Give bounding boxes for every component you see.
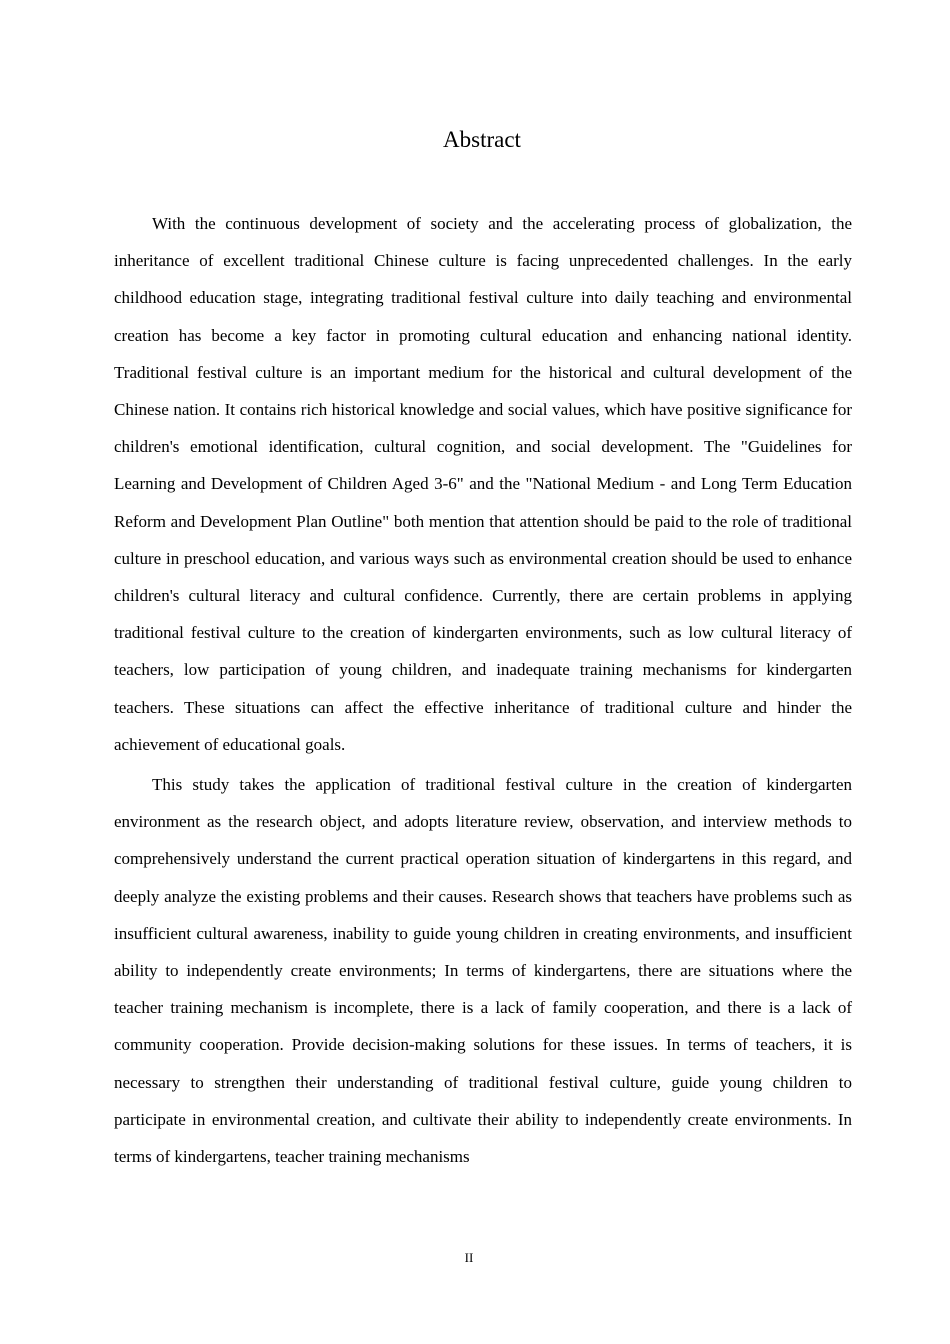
abstract-paragraph-1: With the continuous development of society and the accelerating process of globalization, the inheritance of excellent traditional Chinese culture is facing unprecedented challenges. In the early childhood education stage, integrating traditional festival culture into daily teaching and environmental creation has become a key factor in promoting cultural education and enhancing national identity. Traditional festival culture is an important medium for the historical and cultural development of the Chinese nation. It contains rich historical knowledge and social values, which have positive significance for children's emotional identification, cultural cognition, and social development. The "Guidelines for Learning and Development of Children Aged 3-6" and the "National Medium - and Long Term Education Reform and Development Plan Outline" both mention that attention should be paid to the role of traditional culture in preschool education, and various ways such as environmental creation should be used to enhance children's cultural literacy and cultural confidence. Currently, there are certain problems in applying traditional festival culture to the creation of kindergarten environments, such as low cultural literacy of teachers, low participation of young children, and inadequate training mechanisms for kindergarten teachers. These situations can affect the effective inheritance of traditional culture and hinder the achievement of educational goals. [114,214,852,754]
abstract-paragraph-2: This study takes the application of traditional festival culture in the creation of kindergarten environment as the research object, and adopts literature review, observation, and interview methods to comprehensively understand the current practical operation situation of kindergartens in this regard, and deeply analyze the existing problems and their causes. Research shows that teachers have problems such as insufficient cultural awareness, inability to guide young children in creating environments, and insufficient ability to independently create environments; In terms of kindergartens, there are situations where the teacher training mechanism is incomplete, there is a lack of family cooperation, and there is a lack of community cooperation. Provide decision-making solutions for these issues. In terms of teachers, it is necessary to strengthen their understanding of traditional festival culture, guide young children to participate in environmental creation, and cultivate their ability to independently create environments. In terms of kindergartens, teacher training mechanisms [114,775,852,1167]
abstract-body [114,205,852,1175]
page-title: Abstract [443,127,521,152]
page-number: II [464,1250,474,1265]
